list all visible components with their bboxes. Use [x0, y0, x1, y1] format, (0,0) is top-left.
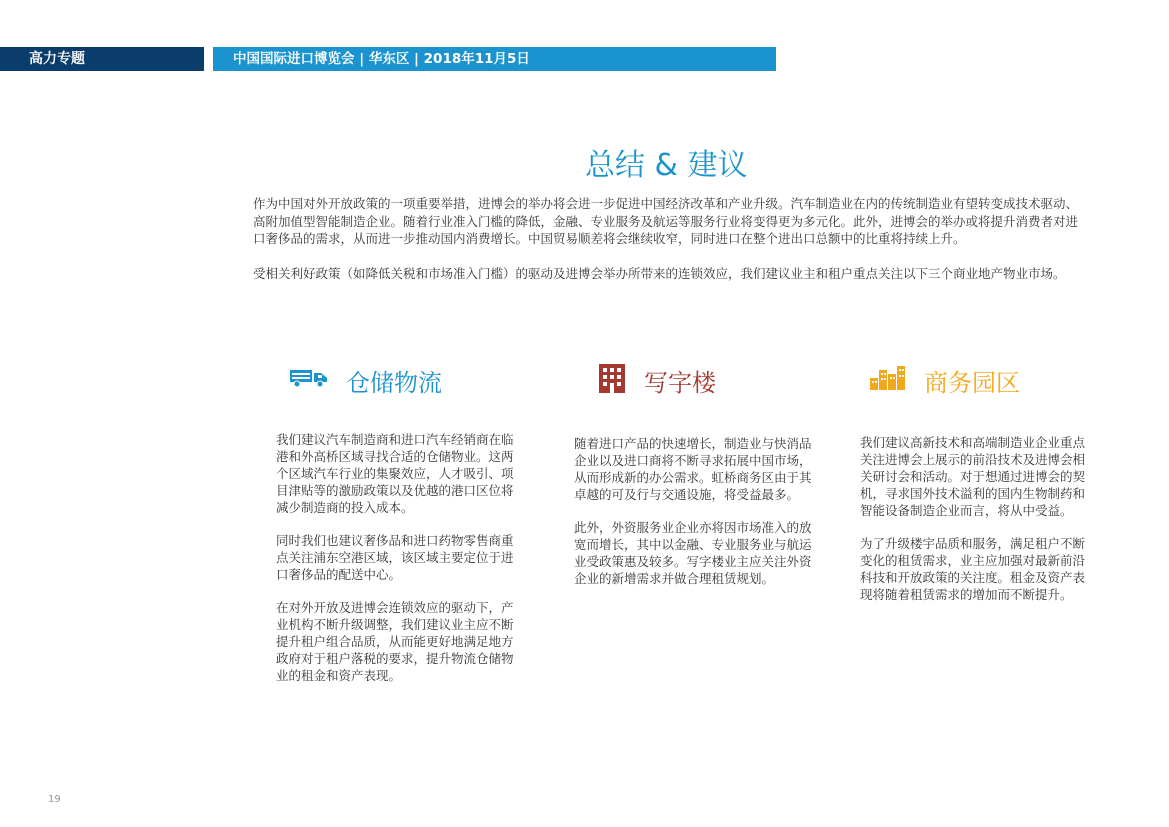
business-park-icon: [870, 366, 906, 394]
column-title-business-park: 商务园区: [924, 368, 1020, 397]
column-text-office: [574, 435, 814, 603]
column-text-business-park: [860, 434, 1088, 619]
column-title-warehouse: 仓储物流: [346, 368, 442, 397]
column-heading-warehouse: [290, 360, 442, 400]
column-title-office: 写字楼: [644, 368, 716, 397]
intro-paragraph-2: 受相关利好政策（如降低关税和市场准入门槛）的驱动及进博会举办所带来的连锁效应，我们建议业主和租户重点关注以下三个商业地产物业市场。: [253, 265, 1066, 281]
office-paragraph-1: 随着进口产品的快速增长，制造业与快消品企业以及进口商将不断寻求拓展中国市场，从而形成新的办公需求。虹桥商务区由于其卓越的可及行与交通设施，将受益最多。: [574, 436, 812, 502]
header-event-banner: 中国国际进口博览会 | 华东区 | 2018年11月5日: [213, 47, 776, 71]
warehouse-paragraph-1: 我们建议汽车制造商和进口汽车经销商在临港和外高桥区域寻找合适的仓储物业。这两个区域汽车行业的集聚效应，人才吸引、项目津贴等的激励政策以及优越的港口区位将减少制造商的投入成本。: [276, 432, 514, 515]
column-heading-business-park: [870, 360, 1020, 400]
warehouse-paragraph-3: 在对外开放及进博会连锁效应的驱动下，产业机构不断升级调整，我们建议业主应不断提升租户组合品质，从而能更好地满足地方政府对于租户落税的要求，提升物流仓储物业的租金和资产表现。: [276, 600, 514, 683]
page-title: 总结 & 建议: [585, 148, 748, 183]
intro-paragraph-1: 作为中国对外开放政策的一项重要举措，进博会的举办将会进一步促进中国经济改革和产业升级。汽车制造业在内的传统制造业有望转变成技术驱动、高附加值型智能制造企业。随着行业准入门槛的降低，金融、专业服务及航运等服务行业将变得更为多元化。此外，进博会的举办或将提升消费者对进口奢侈品的需求，从而进一步推动国内消费增长。中国贸易顺差将会继续收窄，同时进口在整个进出口总额中的比重将持续上升。: [253, 196, 1079, 246]
page-number: 19: [48, 794, 61, 805]
column-text-warehouse: [276, 431, 514, 700]
intro-text: [253, 195, 1089, 299]
header-section-label: 高力专题: [0, 47, 204, 71]
truck-icon: [290, 368, 328, 392]
business-park-paragraph-1: 我们建议高新技术和高端制造业企业重点关注进博会上展示的前沿技术及进博会相关研讨会和活动。对于想通过进博会的契机，寻求国外技术溢利的国内生物制药和智能设备制造企业而言，将从中受益。: [860, 435, 1086, 518]
warehouse-paragraph-2: 同时我们也建议奢侈品和进口药物零售商重点关注浦东空港区域，该区域主要定位于进口奢侈品的配送中心。: [276, 533, 514, 582]
column-heading-office: [598, 360, 716, 400]
office-paragraph-2: 此外，外资服务业企业亦将因市场准入的放宽而增长，其中以金融、专业服务业与航运业受政策惠及较多。写字楼业主应关注外资企业的新增需求并做合理租赁规划。: [574, 520, 812, 586]
business-park-paragraph-2: 为了升级楼宇品质和服务，满足租户不断变化的租赁需求，业主应加强对最新前沿科技和开放政策的关注度。租金及资产表现将随着租赁需求的增加而不断提升。: [860, 536, 1086, 602]
office-building-icon: [598, 363, 626, 397]
